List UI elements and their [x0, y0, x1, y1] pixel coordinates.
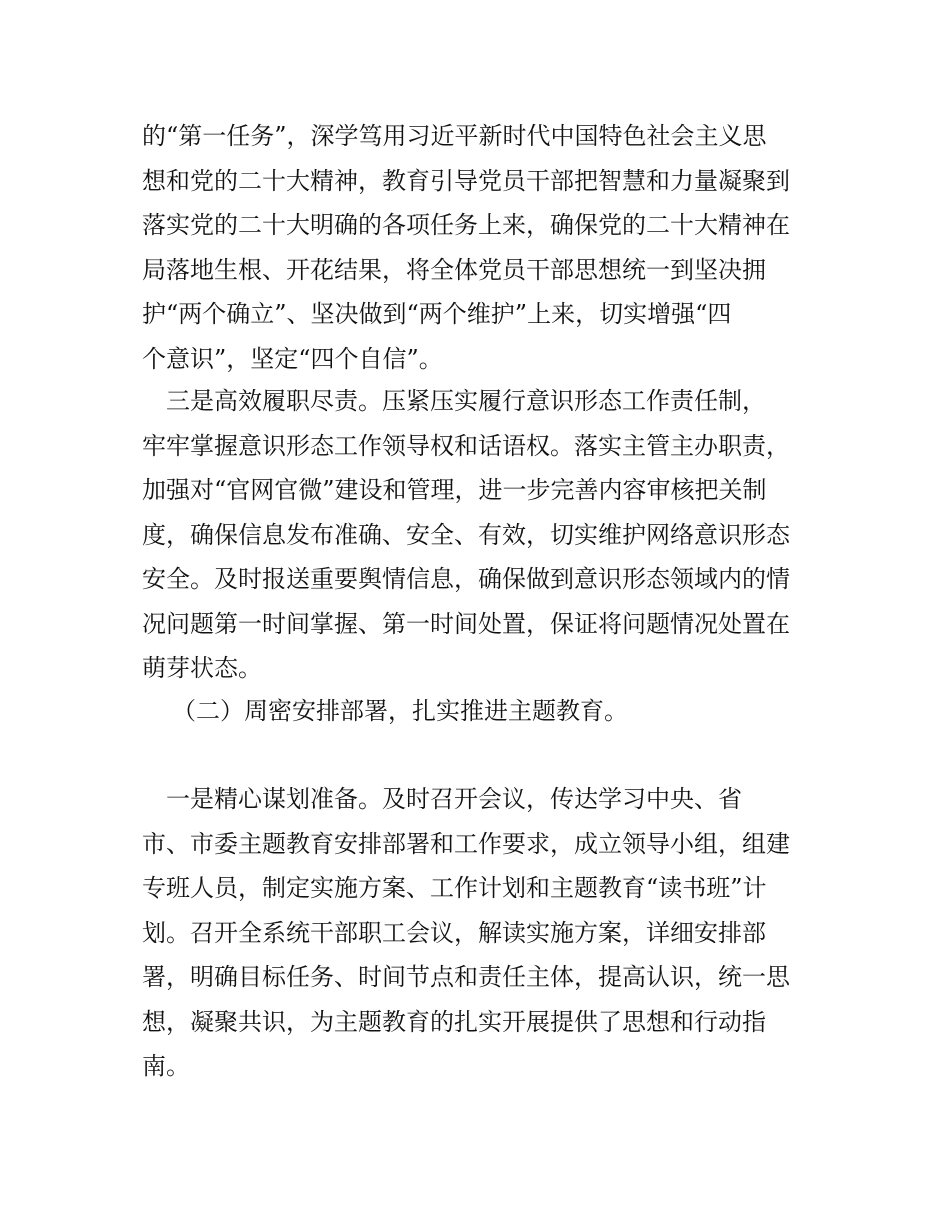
paragraph-1-line-6: 个意识”，坚定“四个自信”。: [142, 344, 443, 373]
paragraph-2-line-7: 萌芽状态。: [142, 654, 262, 682]
paragraph-1-line-5: 护“两个确立”、坚决做到“两个维护”上来，切实增强“四: [142, 300, 732, 328]
paragraph-1-line-2: 想和党的二十大精神，教育引导党员干部把智慧和力量凝聚到: [142, 166, 790, 195]
paragraph-2-line-1: 三是高效履职尽责。压紧压实履行意识形态工作责任制，: [166, 387, 766, 415]
paragraph-2-line-6: 况问题第一时间掌握、第一时间处置，保证将问题情况处置在: [142, 609, 790, 638]
paragraph-1-line-4: 局落地生根、开花结果，将全体党员干部思想统一到坚决拥: [142, 255, 766, 284]
paragraph-3: [142, 777, 810, 1089]
paragraph-2-line-5: 安全。及时报送重要舆情信息，确保做到意识形态领域内的情: [142, 565, 790, 593]
paragraph-3-line-4: 划。召开全系统干部职工会议，解读实施方案，详细安排部: [142, 918, 766, 947]
paragraph-2: [142, 379, 810, 691]
paragraph-2-line-3: 加强对“官网官微”建设和管理，进一步完善内容审核把关制: [142, 476, 767, 504]
paragraph-3-line-7: 南。: [142, 1052, 190, 1080]
section-heading-line: （二）周密安排部署，扎实推进主题教育。: [172, 697, 628, 725]
paragraph-3-line-5: 署，明确目标任务、时间节点和责任主体，提高认识，统一思: [142, 963, 790, 991]
paragraph-3-line-3: 专班人员，制定实施方案、工作计划和主题教育“读书班”计: [142, 874, 767, 902]
paragraph-2-line-2: 牢牢掌握意识形态工作领导权和话语权。落实主管主办职责，: [142, 431, 790, 460]
paragraph-1: [142, 114, 810, 381]
paragraph-3-line-6: 想，凝聚共识，为主题教育的扎实开展提供了思想和行动指: [142, 1007, 766, 1036]
section-heading: [142, 689, 810, 734]
paragraph-3-line-1: 一是精心谋划准备。及时召开会议，传达学习中央、省: [166, 785, 742, 813]
paragraph-3-line-2: 市、市委主题教育安排部署和工作要求，成立领导小组，组建: [142, 829, 790, 858]
paragraph-2-line-4: 度，确保信息发布准确、安全、有效，切实维护网络意识形态: [142, 520, 790, 549]
paragraph-1-line-1: 的“第一任务”，深学笃用习近平新时代中国特色社会主义思: [142, 122, 767, 150]
paragraph-1-line-3: 落实党的二十大明确的各项任务上来，确保党的二十大精神在: [142, 211, 790, 239]
